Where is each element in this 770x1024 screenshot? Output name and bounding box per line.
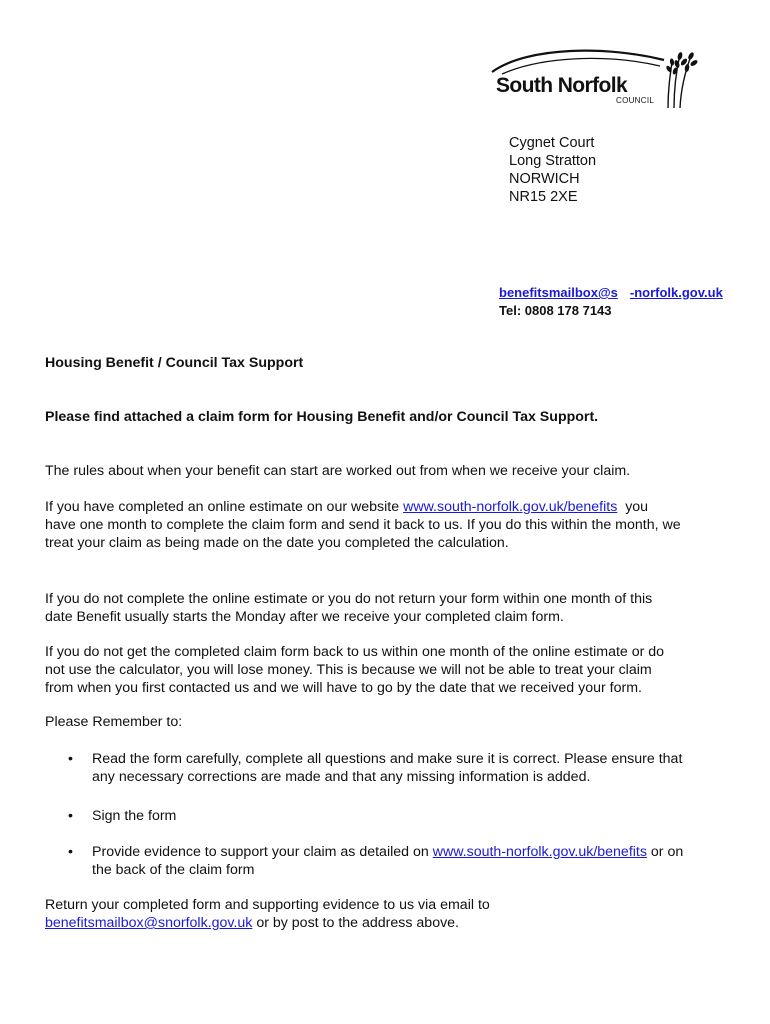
online-estimate-paragraph (45, 498, 745, 552)
not-complete-paragraph (45, 590, 745, 626)
text-line: date Benefit usually starts the Monday after we receive your completed claim form. (45, 609, 564, 625)
text-span: If you have completed an online estimate on our website (45, 499, 400, 515)
telephone: Tel: 0808 178 7143 (499, 303, 612, 318)
benefits-website-link-2[interactable]: www.south-norfolk.gov.uk/benefits (432, 844, 647, 860)
contact-details (499, 284, 723, 320)
address-line: NR15 2XE (509, 189, 578, 205)
text-line: the back of the claim form (92, 862, 255, 878)
text-span: or by post to the address above. (256, 915, 460, 931)
bullet-item-read-form (92, 750, 752, 786)
logo-wordmark: South Norfolk (496, 74, 628, 97)
sender-address (509, 134, 596, 206)
address-line: Cygnet Court (509, 135, 595, 151)
text-line: Read the form carefully, complete all questions and make sure it is correct. Please ensure that (92, 751, 683, 767)
text-line: have one month to complete the claim form and send it back to us. If you do this within the month, we (45, 517, 681, 533)
text-line: treat your claim as being made on the date you completed the calculation. (45, 535, 509, 551)
bullet-item-evidence (92, 843, 752, 879)
text-line: not use the calculator, you will lose money. This is because we will not be able to treat your claim (45, 662, 652, 678)
text-line: from when you first contacted us and we will have to go by the date that we received your form. (45, 680, 642, 696)
text-line: Return your completed form and supporting evidence to us via email to (45, 897, 490, 913)
return-email-link[interactable]: benefitsmailbox@snorfolk.gov.uk (45, 915, 253, 931)
bullet-item-sign-form: Sign the form (92, 808, 177, 824)
text-line: If you do not complete the online estimate or you do not return your form within one month of this (45, 591, 653, 607)
text-line: any necessary corrections are made and that any missing information is added. (92, 769, 591, 785)
lose-money-paragraph (45, 643, 745, 697)
text-span: or on (650, 844, 684, 860)
logo-subtitle: COUNCIL (616, 96, 655, 105)
benefits-website-link[interactable]: www.south-norfolk.gov.uk/benefits (403, 499, 618, 515)
return-paragraph (45, 896, 745, 932)
email-link-part2[interactable]: -norfolk.gov.uk (629, 285, 723, 300)
rules-paragraph: The rules about when your benefit can start are worked out from when we receive your claim. (45, 463, 631, 479)
text-span: Provide evidence to support your claim as detailed on (92, 844, 429, 860)
intro-paragraph: Please find attached a claim form for Housing Benefit and/or Council Tax Support. (45, 409, 599, 425)
text-span: you (625, 499, 649, 515)
address-line: Long Stratton (509, 153, 597, 169)
south-norfolk-logo (488, 44, 710, 112)
email-link-part1[interactable]: benefitsmailbox@s (499, 285, 618, 300)
bullet-dot: • (68, 844, 73, 860)
letter-heading: Housing Benefit / Council Tax Support (45, 355, 304, 371)
bullet-dot: • (68, 751, 73, 767)
remember-heading: Please Remember to: (45, 714, 183, 730)
address-line: NORWICH (509, 171, 580, 187)
text-line: If you do not get the completed claim form back to us within one month of the online estimate or do (45, 644, 665, 660)
bullet-dot: • (68, 808, 73, 824)
